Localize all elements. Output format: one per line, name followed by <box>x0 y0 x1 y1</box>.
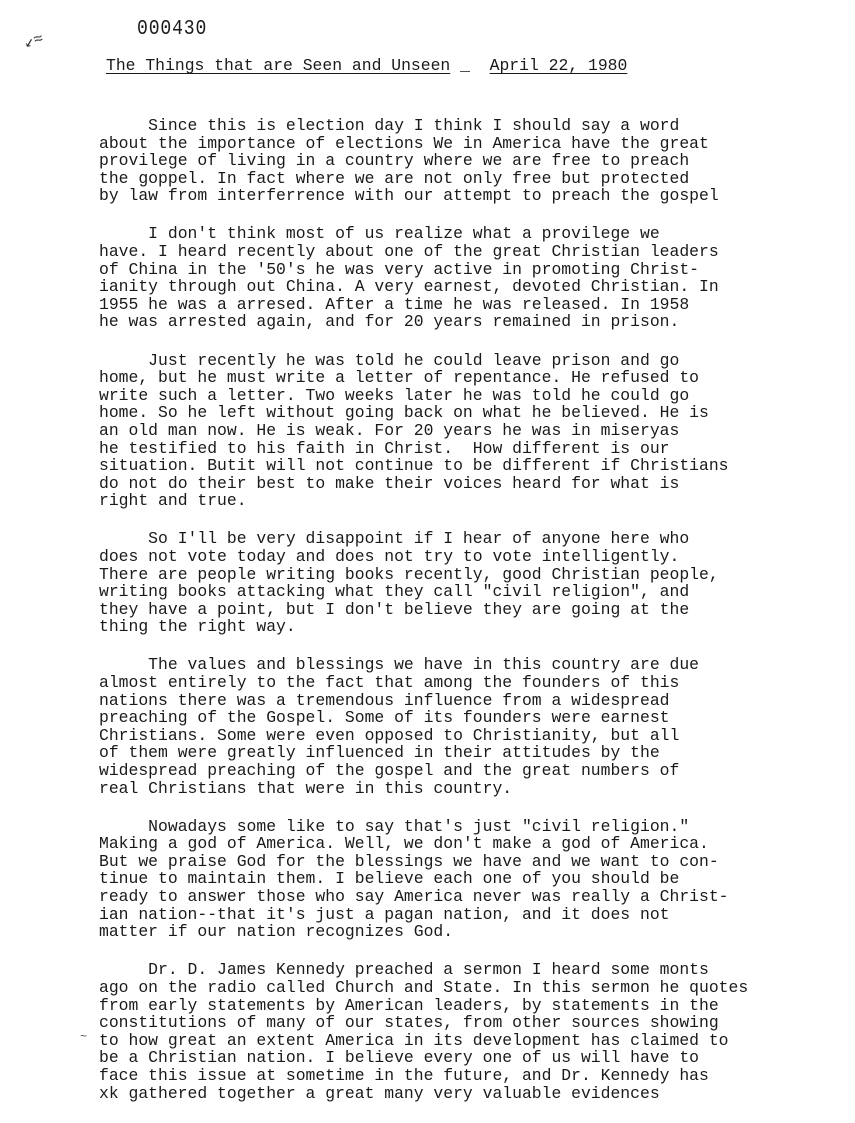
margin-pencil-mark: ↙≈ <box>22 29 46 53</box>
text-line: have. I heard recently about one of the great Christian leaders <box>99 242 719 262</box>
text-line: by law from interferrence with our attempt to preach the gospel <box>99 186 719 206</box>
text-line: Making a god of America. Well, we don't make a god of America. <box>99 834 709 854</box>
paragraph <box>99 352 849 510</box>
text-line: of China in the '50's he was very active in promoting Christ- <box>99 259 699 279</box>
text-line: of them were greatly influenced in their attitudes by the <box>99 743 660 763</box>
document-body <box>99 117 849 1123</box>
text-line: they have a point, but I don't believe they are going at the <box>99 599 690 619</box>
paragraph <box>99 961 849 1102</box>
text-line: almost entirely to the fact that among the founders of this <box>99 673 680 693</box>
text-line: Dr. D. James Kennedy preached a sermon I heard some monts <box>99 960 709 980</box>
text-line: provilege of living in a country where we are free to preach <box>99 151 690 171</box>
text-line: face this issue at sometime in the future, and Dr. Kennedy has <box>99 1065 709 1085</box>
title-separator: _ <box>450 56 490 75</box>
text-line: about the importance of elections We in America have the great <box>99 133 709 153</box>
document-date: April 22, 1980 <box>489 56 628 75</box>
text-line: from early statements by American leaders, by statements in the <box>99 995 719 1015</box>
text-line: ian nation--that it's just a pagan nation, and it does not <box>99 904 670 924</box>
text-line: right and true. <box>99 491 247 511</box>
text-line: situation. Butit will not continue to be different if Christians <box>99 456 729 476</box>
paragraph <box>99 117 849 205</box>
text-line: xk gathered together a great many very valuable evidences <box>99 1083 660 1103</box>
text-line: the goppel. In fact where we are not only free but protected <box>99 168 690 188</box>
document-number: 000430 <box>137 18 208 41</box>
text-line: But we praise God for the blessings we have and we want to con- <box>99 851 719 871</box>
text-line: ago on the radio called Church and State. In this sermon he quotes <box>99 977 749 997</box>
text-line: I don't think most of us realize what a provilege we <box>99 224 660 244</box>
text-line: preaching of the Gospel. Some of its founders were earnest <box>99 708 670 728</box>
text-line: ready to answer those who say America never was really a Christ- <box>99 887 729 907</box>
text-line: thing the right way. <box>99 617 296 637</box>
margin-stray-mark: ~ <box>80 1030 88 1044</box>
text-line: Just recently he was told he could leave prison and go <box>99 350 680 370</box>
text-line: So I'll be very disappoint if I hear of anyone here who <box>99 529 690 549</box>
text-line: do not do their best to make their voices heard for what is <box>99 473 680 493</box>
text-line: writing books attacking what they call "civil religion", and <box>99 582 690 602</box>
text-line: he was arrested again, and for 20 years remained in prison. <box>99 312 680 332</box>
text-line: matter if our nation recognizes God. <box>99 922 454 942</box>
text-line: home. So he left without going back on what he believed. He is <box>99 403 709 423</box>
text-line: does not vote today and does not try to vote intelligently. <box>99 546 680 566</box>
text-line: nations there was a tremendous influence from a widespread <box>99 690 670 710</box>
text-line: Nowadays some like to say that's just "civil religion." <box>99 816 690 836</box>
text-line: an old man now. He is weak. For 20 years he was in miseryas <box>99 420 680 440</box>
paragraph <box>99 225 849 331</box>
text-line: Christians. Some were even opposed to Christianity, but all <box>99 725 680 745</box>
text-line: The values and blessings we have in this country are due <box>99 655 699 675</box>
paragraph <box>99 530 849 636</box>
text-line: real Christians that were in this country. <box>99 778 513 798</box>
paragraph <box>99 656 849 797</box>
text-line: be a Christian nation. I believe every one of us will have to <box>99 1048 699 1068</box>
text-line: he testified to his faith in Christ. How different is our <box>99 438 670 458</box>
page-header <box>106 56 627 75</box>
text-line: There are people writing books recently, good Christian people, <box>99 564 719 584</box>
text-line: 1955 he was a arresed. After a time he was released. In 1958 <box>99 294 690 314</box>
text-line: write such a letter. Two weeks later he was told he could go <box>99 385 690 405</box>
document-title: The Things that are Seen and Unseen <box>106 56 451 75</box>
text-line: ianity through out China. A very earnest, devoted Christian. In <box>99 277 719 297</box>
text-line: constitutions of many of our states, from other sources showing <box>99 1013 719 1033</box>
text-line: tinue to maintain them. I believe each one of you should be <box>99 869 680 889</box>
text-line: Since this is election day I think I should say a word <box>99 116 680 135</box>
text-line: to how great an extent America in its development has claimed to <box>99 1030 729 1050</box>
text-line: widespread preaching of the gospel and the great numbers of <box>99 761 680 780</box>
text-line: home, but he must write a letter of repentance. He refused to <box>99 368 699 388</box>
paragraph <box>99 818 849 941</box>
